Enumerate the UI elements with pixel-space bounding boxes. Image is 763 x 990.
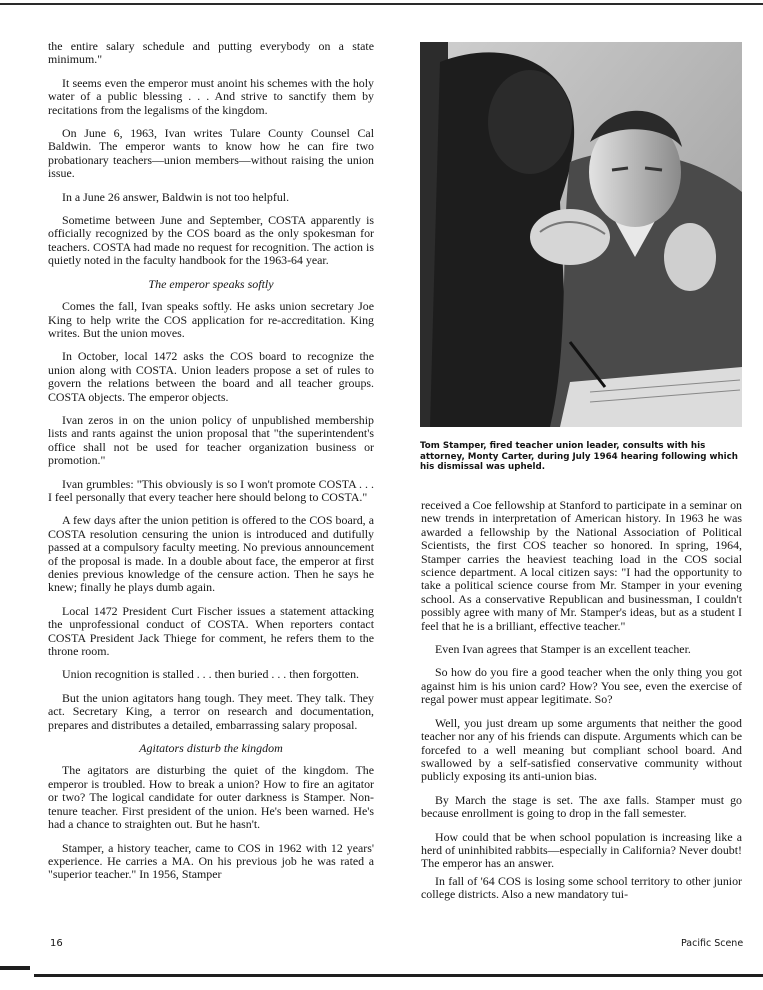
paragraph: Local 1472 President Curt Fischer issues a statement attacking the unprofessional conduct of COSTA. When reporters contact COSTA President Jack Thiege for comment, he refers them to the throne room. [48,603,374,659]
paragraph: It seems even the emperor must anoint his schemes with the holy water of a public blessing . . . And strive to sanctify them by recitations from the legalisms of the kingdom. [48,75,374,117]
paragraph: Stamper, a history teacher, came to COS in 1962 with 12 years' experience. He carries a MA. On his previous job he was rated a "superior teacher." In 1956, Stamper [48,840,374,882]
paragraph: On June 6, 1963, Ivan writes Tulare County Counsel Cal Baldwin. The emperor wants to know how he can fire two probationary teachers—union members—without raising the union issue. [48,126,374,181]
photo-illustration [420,42,742,427]
paragraph: Sometime between June and September, COSTA apparently is officially recognized by the COS board as the only spokesman for teachers. COSTA had made no request for recognition. The action is quietly noted in the faculty handbook for the 1963-64 year. [48,213,374,268]
section-heading: The emperor speaks softly [148,276,274,291]
paragraph: Ivan grumbles: "This obviously is so I won't promote COSTA . . . I feel personally that every teacher here should belong to COSTA." [48,476,374,504]
paragraph: In fall of '64 COS is losing some school territory to other junior college districts. Also a new mandatory tui- [421,873,742,902]
footer-mark [0,966,30,970]
paragraph: Comes the fall, Ivan speaks softly. He asks union secretary Joe King to help write the COS application for re-accreditation. King writes. But the union moves. [48,299,374,340]
paragraph: But the union agitators hang tough. They meet. They talk. They act. Secretary King, a terror on research and documentation, prepares and distributes a detailed, embarrassing salary proposal. [48,690,374,732]
paragraph: By March the stage is set. The axe falls. Stamper must go because enrollment is going to drop in the fall semester. [421,792,742,821]
right-column [421,499,742,912]
paragraph: In a June 26 answer, Baldwin is not too helpful. [62,189,290,204]
hearing-photo [420,42,742,427]
paragraph: In October, local 1472 asks the COS board to recognize the union along with COSTA. Union leaders propose a set of rules to govern the relations between the board and all teacher groups. COSTA objects. The emperor objects. [48,349,374,404]
bottom-rule [34,974,763,977]
page-number: 16 [50,938,63,949]
paragraph: Even Ivan agrees that Stamper is an excellent teacher. [435,642,691,657]
paragraph: A few days after the union petition is offered to the COS board, a COSTA resolution censuring the union is introduced and dutifully passed at a compulsory faculty meeting. No previous announcement of the proposal is made. In a double about face, the emperor at first denies previous knowledge of the censure action. Then he says he knew; finally he plays dumb again. [48,513,374,595]
section-heading: Agitators disturb the kingdom [139,741,283,756]
paragraph: Ivan zeros in on the union policy of unpublished membership lists and rants against the union proposal that "the superintendent's office shall not be used for teacher organization business or promotion." [48,412,374,468]
photo-caption: Tom Stamper, fired teacher union leader, consults with his attorney, Monty Carter, during July 1964 hearing following which his dismissal was upheld. [420,441,738,472]
paragraph: Union recognition is stalled . . . then buried . . . then forgotten. [62,667,359,682]
paragraph: received a Coe fellowship at Stanford to participate in a seminar on new trends in interpretation of American history. In 1963 he was awarded a fellowship by the National Association of Political Scientists, the first COS teacher so honored. In spring, 1964, Stamper carries the heaviest teaching load in the COS social science department. A local citizen says: "I had the opportunity to take a political science course from Mr. Stamper in your evening school. As a conservative Republican and businessman, I couldn't possibly agree with many of Mr. Stamper's ideas, but as a student I feel that he is a brilliant, effective teacher." [421,498,742,633]
paragraph: the entire salary schedule and putting everybody on a state minimum." [48,39,374,67]
paragraph: The agitators are disturbing the quiet of the kingdom. The emperor is troubled. How to break a union? How to fire an agitator or two? The logical candidate for outer darkness is Stamper. Non-tenure teacher. First president of the union. He's been warned. He's had a chance to straighten out. But he hasn't. [48,763,374,832]
paragraph: So how do you fire a good teacher when the only thing you got against him is his union card? How? You see, even the exercise of regal power must appear legitimate. So? [421,665,742,707]
paragraph: Well, you just dream up some arguments that neither the good teacher nor any of his friends can dispute. Arguments which can be forcefed to a well meaning but compliant school board. And swallowed by a self-satisfied conservative community without publicly exposing its anti-union bias. [421,715,742,784]
publication-name: Pacific Scene [681,938,744,949]
top-rule [0,3,763,5]
paragraph: How could that be when school population is increasing like a herd of uninhibited rabbits—especially in California? Never doubt! The emperor has an answer. [421,829,742,871]
left-column [48,40,374,892]
